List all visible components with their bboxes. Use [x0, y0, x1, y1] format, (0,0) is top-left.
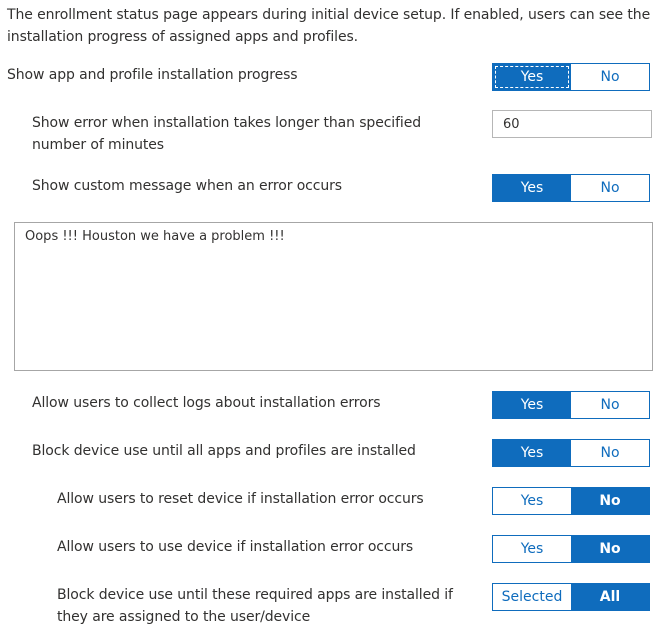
collect-logs-yes-option[interactable]: Yes	[493, 392, 571, 418]
allow-use-label: Allow users to use device if installation error occurs	[57, 539, 414, 555]
custom-message-no-option[interactable]: No	[571, 175, 649, 201]
allow-reset-label: Allow users to reset device if installation error occurs	[57, 491, 424, 507]
show-progress-label: Show app and profile installation progress	[7, 67, 298, 83]
custom-message-toggle[interactable]	[492, 174, 650, 202]
collect-logs-toggle[interactable]	[492, 391, 650, 419]
error-timeout-input[interactable]	[492, 110, 652, 138]
allow-reset-toggle[interactable]	[492, 487, 650, 515]
custom-message-textarea[interactable]	[14, 222, 653, 371]
custom-message-yes-option[interactable]: Yes	[493, 175, 571, 201]
block-device-toggle[interactable]	[492, 439, 650, 467]
block-device-label: Block device use until all apps and profiles are installed	[32, 443, 416, 459]
allow-reset-no-option[interactable]: No	[571, 488, 649, 514]
allow-reset-yes-option[interactable]: Yes	[493, 488, 571, 514]
allow-use-yes-option[interactable]: Yes	[493, 536, 571, 562]
custom-message-label: Show custom message when an error occurs	[32, 178, 342, 194]
show-progress-toggle[interactable]	[492, 63, 650, 91]
allow-use-no-option[interactable]: No	[571, 536, 649, 562]
block-device-yes-option[interactable]: Yes	[493, 440, 571, 466]
block-device-no-option[interactable]: No	[571, 440, 649, 466]
allow-use-toggle[interactable]	[492, 535, 650, 563]
block-required-all-option[interactable]: All	[571, 584, 649, 610]
collect-logs-label: Allow users to collect logs about installation errors	[32, 395, 381, 411]
block-required-toggle[interactable]	[492, 583, 650, 611]
collect-logs-no-option[interactable]: No	[571, 392, 649, 418]
show-progress-yes-option[interactable]: Yes	[493, 64, 571, 90]
intro-text: The enrollment status page appears during initial device setup. If enabled, users can see the installation progress of assigned apps and profiles.	[7, 7, 651, 45]
show-progress-no-option[interactable]: No	[571, 64, 649, 90]
block-required-label: Block device use until these required apps are installed if they are assigned to the user/device	[57, 587, 453, 625]
block-required-selected-option[interactable]: Selected	[493, 584, 571, 610]
error-timeout-label: Show error when installation takes longer than specified number of minutes	[32, 115, 422, 153]
